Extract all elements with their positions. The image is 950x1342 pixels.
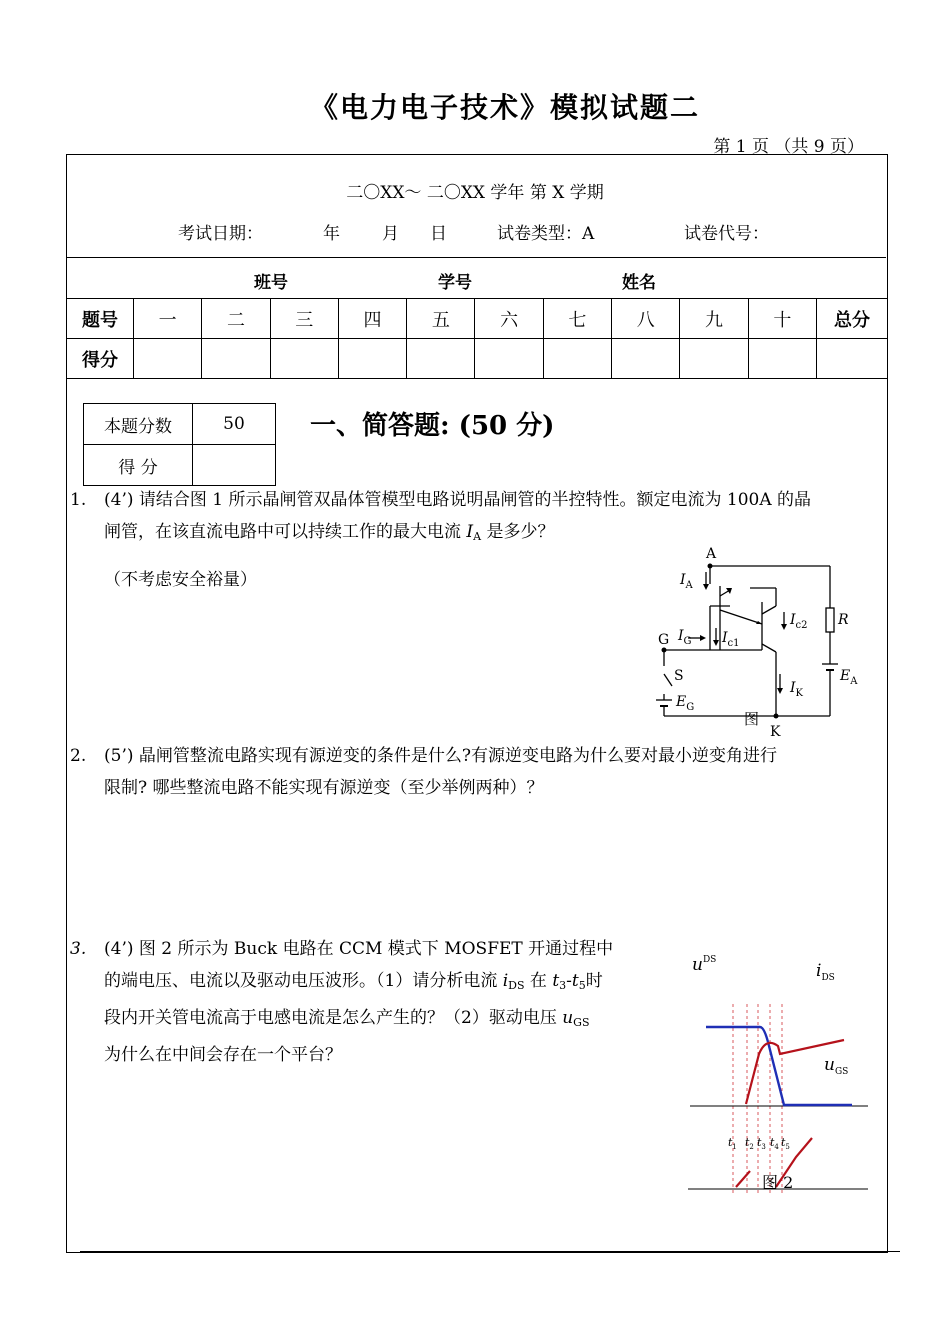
ia-label: $I_A$: [680, 572, 693, 591]
q3-line2: 的端电压、电流以及驱动电压波形。（1）请分析电流 $i_{DS}$ 在 $t_3-t_5$时: [104, 971, 603, 992]
ic1-label: $I_{c1}$: [722, 630, 740, 649]
score-cell[interactable]: [680, 339, 748, 379]
score-cell[interactable]: [612, 339, 680, 379]
ik-label: $I_K$: [790, 680, 804, 699]
paper-code: 试卷代号：: [684, 224, 769, 244]
col-9: 九: [680, 299, 748, 339]
figure-1-circuit: [650, 544, 870, 740]
q1-line2: 闸管，在该直流电路中可以持续工作的最大电流 $I_A$ 是多少？: [104, 522, 555, 543]
term-line: 二〇XX～ 二〇XX 学年 第 X 学期: [346, 183, 604, 203]
col-1: 一: [134, 299, 202, 339]
score-cell[interactable]: [270, 339, 338, 379]
score-table: [66, 298, 888, 379]
bottom-rule: [80, 1251, 900, 1252]
section-points-label: 本题分数: [84, 404, 193, 445]
q3-line3: 段内开关管电流高于电感电流是怎么产生的？（2）驱动电压 $u_{GS}$: [104, 1008, 590, 1029]
col-5: 五: [407, 299, 475, 339]
score-header-row: [67, 299, 888, 339]
exam-date-label: 考试日期：: [178, 224, 263, 244]
ig-label: $I_G$: [678, 628, 692, 647]
col-8: 八: [612, 299, 680, 339]
t1-label: $t_1$: [728, 1136, 737, 1151]
node-a-label: A: [706, 546, 717, 562]
score-cell[interactable]: [748, 339, 816, 379]
col-6: 六: [475, 299, 543, 339]
ugs-label: $u_{GS}$: [824, 1055, 849, 1077]
col-7: 七: [543, 299, 611, 339]
score-cell[interactable]: [407, 339, 475, 379]
uds-label: $u^{DS}$: [692, 955, 717, 975]
question-number-label: 题号: [67, 299, 134, 339]
student-id-label: 学号: [438, 273, 472, 293]
score-cell[interactable]: [134, 339, 202, 379]
month-label: 月: [382, 224, 399, 244]
score-label: 得分: [67, 339, 134, 379]
ids-label: $i_{DS}$: [816, 961, 835, 983]
student-name-label: 姓名: [622, 273, 656, 293]
total-score-cell[interactable]: [817, 339, 888, 379]
t3-label: $t_3$: [757, 1136, 766, 1151]
col-2: 二: [202, 299, 270, 339]
total-label: 总分: [817, 299, 888, 339]
score-cell[interactable]: [475, 339, 543, 379]
section-points-value: 50: [193, 404, 276, 445]
class-label: 班号: [254, 273, 288, 293]
ic2-label: $I_{c2}$: [790, 612, 808, 631]
score-value-row: [67, 339, 888, 379]
divider: [66, 257, 886, 258]
eg-label: $E_G$: [676, 694, 695, 713]
section-score-box: [83, 403, 276, 486]
q3-number: 3.: [70, 939, 87, 959]
q3-line4: 为什么在中间会存在一个平台？: [104, 1045, 342, 1065]
score-cell[interactable]: [338, 339, 406, 379]
page-number: 第 1 页 （共 9 页）: [713, 137, 864, 157]
col-10: 十: [748, 299, 816, 339]
t4-label: $t_4$: [770, 1136, 779, 1151]
col-4: 四: [338, 299, 406, 339]
year-label: 年: [323, 224, 340, 244]
uds-waveform: [706, 1027, 768, 1042]
section-title: 一、简答题: (50 分): [310, 411, 555, 441]
section-got-label: 得 分: [84, 445, 193, 486]
q1-line1: (4’) 请结合图 1 所示晶闸管双晶体管模型电路说明晶闸管的半控特性。额定电流为 100A 的晶: [104, 490, 812, 510]
q1-number: 1.: [70, 490, 87, 510]
score-cell[interactable]: [543, 339, 611, 379]
node-g-label: G: [658, 632, 670, 648]
figure-1-caption: 图: [744, 710, 760, 728]
t5-label: $t_5$: [781, 1136, 790, 1151]
q3-line1: (4’) 图 2 所示为 Buck 电路在 CCM 模式下 MOSFET 开通过程中: [104, 939, 614, 959]
switch-s-label: S: [674, 668, 684, 684]
q2-number: 2.: [70, 746, 87, 766]
ea-label: $E_A$: [840, 668, 858, 687]
q2-line2: 限制? 哪些整流电路不能实现有源逆变（至少举例两种）？: [104, 778, 544, 798]
q1-note: （不考虑安全裕量）: [104, 570, 257, 590]
section-got-cell[interactable]: [193, 445, 276, 486]
day-label: 日: [430, 224, 447, 244]
t2-label: $t_2$: [745, 1136, 754, 1151]
paper-type: 试卷类型：A: [497, 224, 595, 244]
node-k-label: K: [770, 724, 781, 740]
figure-2-waveforms: [684, 944, 874, 1200]
exam-title: 《电力电子技术》模拟试题二: [309, 91, 700, 124]
score-cell[interactable]: [202, 339, 270, 379]
resistor-r-label: R: [838, 612, 849, 628]
figure-2-caption: 图 2: [762, 1173, 794, 1192]
q2-line1: (5’) 晶闸管整流电路实现有源逆变的条件是什么?有源逆变电路为什么要对最小逆变角进行: [104, 746, 778, 766]
col-3: 三: [270, 299, 338, 339]
